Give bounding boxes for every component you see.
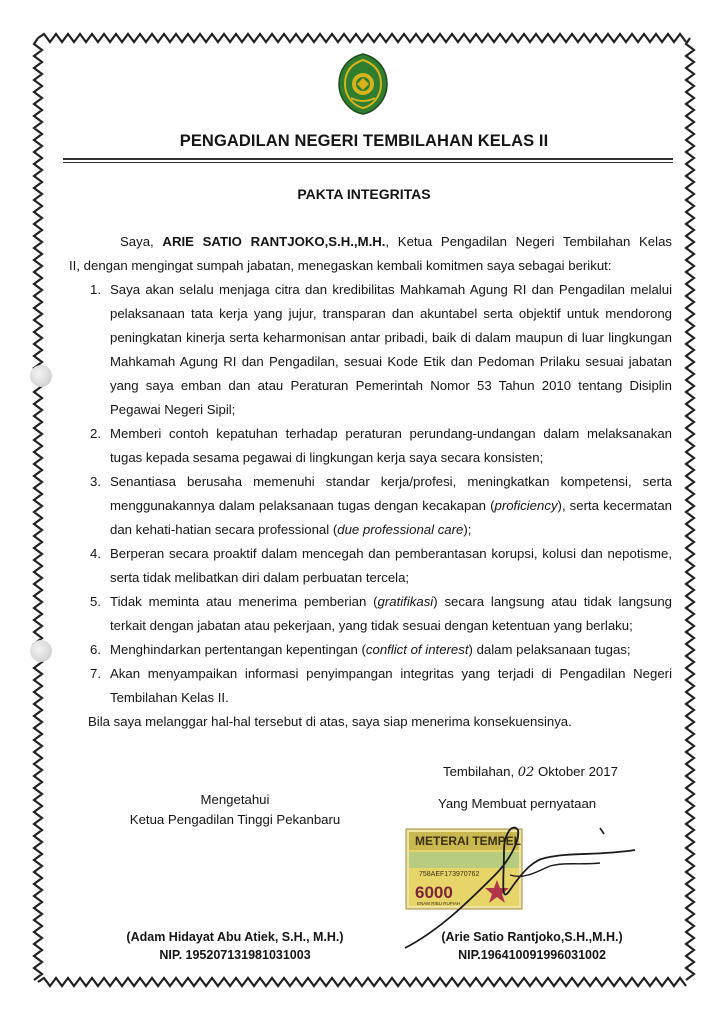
clause-text: Memberi contoh kepatuhan terhadap peraturan perundang-undangan dalam melaksanakan tugas kepada sesama pegawai di lingkungan kerja saya secara konsisten; xyxy=(110,426,672,465)
stamp-title: METERAI TEMPEL xyxy=(415,834,522,848)
clause-number: 1. xyxy=(90,282,101,297)
intro-line1-rest: , Ketua Pengadilan Negeri Tembilahan Kelas xyxy=(385,234,672,249)
clause-italic-term: proficiency xyxy=(494,498,558,513)
approver-name: (Adam Hidayat Abu Atiek, S.H., M.H.) xyxy=(126,930,344,944)
approver-signature-block xyxy=(105,928,365,964)
declarant-label: Yang Membuat pernyataan xyxy=(438,796,597,811)
clause-text: Menghindarkan pertentangan kepentingan ( xyxy=(110,642,366,657)
approver-block xyxy=(100,790,370,830)
stamp-serial: 758AEF173970762 xyxy=(419,871,480,878)
intro-line-2: II, dengan mengingat sumpah jabatan, menegaskan kembali komitmen saya sebagai berikut: xyxy=(69,258,612,273)
stamp-value: 6000 xyxy=(415,883,453,902)
clause-list xyxy=(90,278,672,710)
approver-title: Ketua Pengadilan Tinggi Pekanbaru xyxy=(129,812,341,827)
clause-text: Berperan secara proaktif dalam mencegah dan pemberantasan korupsi, kolusi dan nepotisme, serta tidak melibatkan diri dalam perbuatan tercela; xyxy=(110,546,672,585)
punch-hole xyxy=(30,365,52,387)
declarant-block xyxy=(438,796,596,811)
document-body xyxy=(69,230,672,734)
clause-number: 7. xyxy=(90,666,101,681)
intro-line-1 xyxy=(90,230,672,254)
clause-item xyxy=(90,662,672,710)
clause-text: ) secara langsung atau tidak langsung terkait dengan jabatan atau pekerjaan, yang tidak sesuai dengan ketentuan yang berlaku; xyxy=(110,594,672,633)
header-divider xyxy=(63,158,673,160)
stamp-caption: ENAM RIBU RUPIAH xyxy=(417,901,461,906)
clause-text: ); xyxy=(463,522,472,537)
declarant-name-signature: (Arie Satio Rantjoko,S.H.,M.H.) xyxy=(441,930,623,944)
clause-text: Akan menyampaikan informasi penyimpangan integritas yang terjadi di Pengadilan Negeri Tembilahan Kelas II. xyxy=(110,666,672,705)
signing-place: Tembilahan, xyxy=(443,764,515,779)
place-and-date xyxy=(443,764,618,780)
clause-number: 5. xyxy=(90,594,101,609)
clause-text: Tidak meminta atau menerima pemberian ( xyxy=(110,594,378,609)
intro-paragraph xyxy=(69,230,672,278)
clause-italic-term: gratifikasi xyxy=(377,594,434,609)
approver-nip: NIP. 195207131981031003 xyxy=(159,948,311,962)
court-emblem-icon xyxy=(337,52,389,116)
punch-hole xyxy=(30,640,52,662)
clause-item xyxy=(90,422,672,470)
clause-italic-term: due professional care xyxy=(337,522,464,537)
court-name-heading: PENGADILAN NEGERI TEMBILAHAN KELAS II xyxy=(179,132,549,150)
declarant-signature-block xyxy=(412,928,652,964)
document-title: PAKTA INTEGRITAS xyxy=(297,186,431,202)
approver-label: Mengetahui xyxy=(200,792,270,807)
clause-item xyxy=(90,590,672,638)
declarant-nip: NIP.196410091996031002 xyxy=(458,948,606,962)
handwritten-day: 02 xyxy=(517,765,535,780)
clause-number: 6. xyxy=(90,642,101,657)
clause-number: 4. xyxy=(90,546,101,561)
signing-month-year: Oktober 2017 xyxy=(538,764,618,779)
declarant-name: ARIE SATIO RANTJOKO,S.H.,M.H. xyxy=(162,234,386,249)
clause-text: ), serta kecermatan dan kehati-hatian secara professional ( xyxy=(110,498,672,537)
clause-item xyxy=(90,470,672,542)
clause-item xyxy=(90,638,672,662)
closing-statement: Bila saya melanggar hal-hal tersebut di atas, saya siap menerima konsekuensinya. xyxy=(88,714,572,729)
clause-italic-term: conflict of interest xyxy=(365,642,469,657)
clause-text: ) dalam pelaksanaan tugas; xyxy=(468,642,631,657)
clause-text: Senantiasa berusaha memenuhi standar kerja/profesi, meningkatkan kompetensi, serta menggunakannya dalam pelaksanaan tugas dengan kecakapan ( xyxy=(110,474,672,513)
header-divider-thin xyxy=(63,162,673,163)
clause-number: 2. xyxy=(90,426,101,441)
clause-text: Saya akan selalu menjaga citra dan kredibilitas Mahkamah Agung RI dan Pengadilan melalui pelaksanaan tata kerja yang jujur, transparan dan akuntabel serta objektif untuk mendorong peningkatan kinerja serta keharmonisan antar pribadi, baik di dalam maupun di luar lingkungan Mahkamah Agung RI dan Pengadilan, sesuai Kode Etik dan Pedoman Prilaku sesuai jabatan yang saya emban dan atau Peraturan Pemerintah Nomor 53 Tahun 2010 tentang Disiplin Pegawai Negeri Sipil; xyxy=(110,282,672,417)
clause-item xyxy=(90,278,672,422)
clause-number: 3. xyxy=(90,474,101,489)
clause-item xyxy=(90,542,672,590)
intro-prefix: Saya, xyxy=(120,234,154,249)
